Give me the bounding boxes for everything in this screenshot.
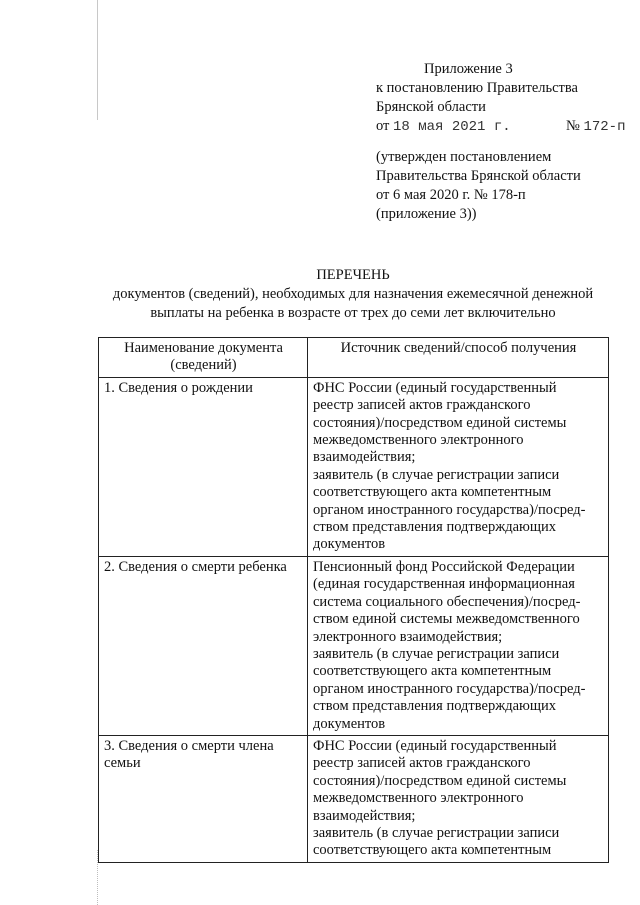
documents-table	[98, 337, 609, 863]
appendix-title: Приложение 3	[424, 61, 513, 77]
source-line: заявитель (в случае регистрации записи	[313, 645, 560, 662]
source-line: система социального обеспечения)/посред-	[313, 593, 581, 610]
source-line: ФНС России (единый государственный	[313, 379, 557, 396]
appendix-date-value: 18 мая 2021 г.	[393, 119, 511, 135]
source-cell	[308, 556, 609, 735]
appendix-number-value: 172-п	[583, 119, 626, 135]
document-title: ПЕРЕЧЕНЬ	[316, 267, 390, 283]
source-line: ством единой системы межведомственного	[313, 611, 580, 628]
source-line: ФНС России (единый государственный	[313, 737, 557, 754]
source-line: документов	[313, 715, 386, 732]
approved-note	[376, 148, 636, 224]
source-line: органом иностранного государства)/посред-	[313, 680, 586, 697]
approved-line: (утвержден постановлением	[376, 149, 552, 165]
source-line: документов	[313, 536, 386, 553]
appendix-number	[566, 117, 625, 137]
document-heading	[98, 266, 608, 323]
source-line: (единая государственная информационная	[313, 576, 575, 593]
source-line: ством представления подтверждающих	[313, 698, 557, 715]
page-edge-line	[97, 0, 98, 120]
column-header-name: Наименование документа (сведений)	[99, 338, 308, 378]
appendix-number-sign: №	[566, 118, 580, 134]
source-line: электронного взаимодействия;	[313, 628, 503, 645]
source-cell	[308, 377, 609, 556]
source-line: взаимодействия;	[313, 807, 416, 824]
source-line: состояния)/посредством единой системы	[313, 414, 567, 431]
column-header-source: Источник сведений/способ получения	[308, 338, 609, 378]
source-line: реестр записей актов гражданского	[313, 397, 531, 414]
source-line: соответствующего акта компетентным	[313, 484, 552, 501]
document-name-line: 2. Сведения о смерти ребенка	[104, 558, 287, 575]
appendix-region: Брянской области	[376, 99, 486, 115]
table-row	[99, 735, 609, 862]
source-line: ством представления подтверждающих	[313, 519, 557, 536]
document-name-line: 3. Сведения о смерти члена	[104, 737, 274, 754]
document-name-cell	[99, 377, 308, 556]
source-line: межведомственного электронного	[313, 432, 524, 449]
source-cell	[308, 735, 609, 862]
document-subtitle: документов (сведений), необходимых для назначения ежемесячной денежной выплаты на ребенка в возрасте от трех до семи лет включительно	[112, 286, 594, 321]
document-name-line: 1. Сведения о рождении	[104, 379, 253, 396]
source-line: межведомственного электронного	[313, 790, 524, 807]
document-name-cell	[99, 556, 308, 735]
table-header-row	[99, 338, 609, 378]
source-line: заявитель (в случае регистрации записи	[313, 466, 560, 483]
source-line: состояния)/посредством единой системы	[313, 772, 567, 789]
source-line: реестр записей актов гражданского	[313, 755, 531, 772]
appendix-date-line	[376, 117, 638, 136]
table-row	[99, 556, 609, 735]
source-line: соответствующего акта компетентным	[313, 663, 552, 680]
document-name-line: семьи	[104, 755, 141, 772]
appendix-date-prefix: от	[376, 118, 390, 134]
source-line: Пенсионный фонд Российской Федерации	[313, 558, 575, 575]
source-line: органом иностранного государства)/посред-	[313, 501, 586, 518]
document-name-cell	[99, 735, 308, 862]
approved-line: Правительства Брянской области	[376, 168, 581, 184]
source-line: взаимодействия;	[313, 449, 416, 466]
approved-line: (приложение 3))	[376, 206, 477, 222]
source-line: соответствующего акта компетентным	[313, 842, 552, 859]
appendix-block	[376, 60, 638, 136]
source-line: заявитель (в случае регистрации записи	[313, 824, 560, 841]
approved-line: от 6 мая 2020 г. № 178-п	[376, 187, 526, 203]
appendix-resolution: к постановлению Правительства	[376, 80, 578, 96]
table-row	[99, 377, 609, 556]
